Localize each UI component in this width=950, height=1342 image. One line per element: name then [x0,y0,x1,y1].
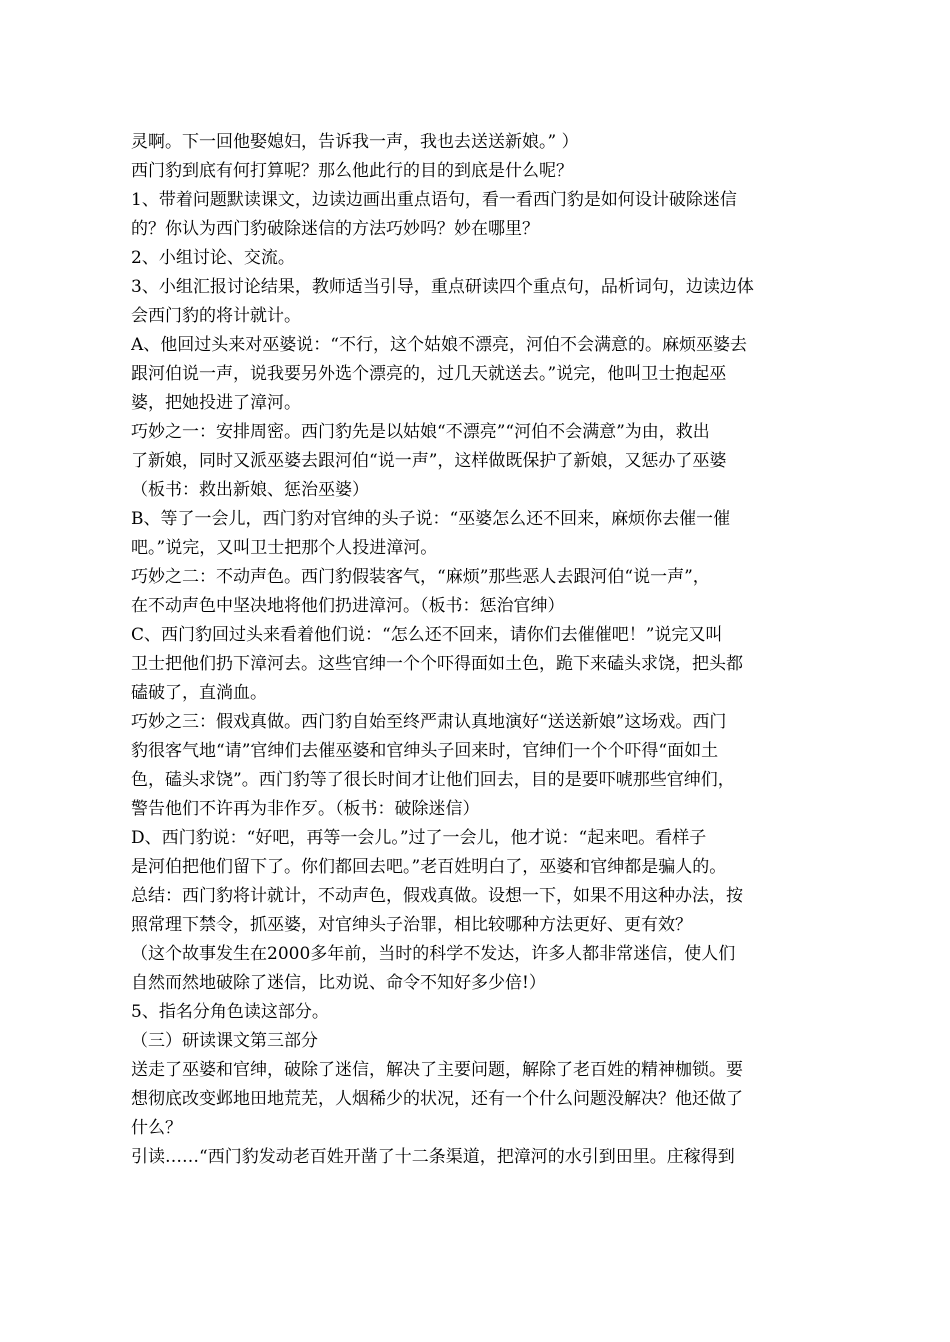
text-line: 2、小组讨论、交流。 [131,248,295,268]
text-line: 想彻底改变邺地田地荒芜，人烟稀少的状况，还有一个什么问题没解决？他还做了 [131,1089,743,1109]
text-line: 5、指名分角色读这部分。 [131,1002,329,1022]
text-line: B、等了一会儿，西门豹对官绅的头子说：“巫婆怎么还不回来，麻烦你去催一催 [131,509,731,529]
text-line: 总结：西门豹将计就计，不动声色，假戏真做。设想一下，如果不用这种办法，按 [131,886,743,906]
text-line: 的？你认为西门豹破除迷信的方法巧妙吗？妙在哪里？ [131,219,539,239]
text-line: 了新娘，同时又派巫婆去跟河伯“说一声”，这样做既保护了新娘，又惩办了巫婆 [131,451,727,471]
text-line: 1、带着问题默读课文，边读边画出重点语句，看一看西门豹是如何设计破除迷信 [131,190,737,210]
text-line: 色，磕头求饶”。西门豹等了很长时间才让他们回去，目的是要吓唬那些官绅们， [131,770,735,790]
text-line: 豹很客气地“请”官绅们去催巫婆和官绅头子回来时，官绅们一个个吓得“面如土 [131,741,719,761]
text-line: 卫士把他们扔下漳河去。这些官绅一个个吓得面如土色，跪下来磕头求饶，把头都 [131,654,743,674]
text-line: 在不动声色中坚决地将他们扔进漳河。（板书：惩治官绅） [131,596,565,616]
text-line: 警告他们不许再为非作歹。（板书：破除迷信） [131,799,480,819]
text-line: 西门豹到底有何打算呢？那么他此行的目的到底是什么呢？ [131,161,573,181]
text-line: 自然而然地破除了迷信，比劝说、命令不知好多少倍!） [131,973,546,993]
text-line: （板书：救出新娘、惩治巫婆） [131,480,369,500]
text-line: 巧妙之三：假戏真做。西门豹自始至终严肃认真地演好“送送新娘”这场戏。西门 [131,712,727,732]
text-line: 引读……“西门豹发动老百姓开凿了十二条渠道，把漳河的水引到田里。庄稼得到 [131,1147,735,1167]
text-line: 婆，把她投进了漳河。 [131,393,301,413]
document-page [131,128,831,1172]
text-line: 是河伯把他们留下了。你们都回去吧。”老百姓明白了，巫婆和官绅都是骗人的。 [131,857,727,877]
text-line: 吧。”说完，又叫卫士把那个人投进漳河。 [131,538,438,558]
text-line: （三）研读课文第三部分 [131,1031,318,1051]
text-line: 灵啊。下一回他娶媳妇，告诉我一声，我也去送送新娘。” ） [131,132,579,152]
text-line: 磕破了，直淌血。 [131,683,267,703]
text-line: 巧妙之二：不动声色。西门豹假装客气，“麻烦”那些恶人去跟河伯“说一声”， [131,567,710,587]
text-line: D、西门豹说：“好吧，再等一会儿。”过了一会儿，他才说：“起来吧。看样子 [131,828,707,848]
text-line: 跟河伯说一声，说我要另外选个漂亮的，过几天就送去。”说完，他叫卫士抱起巫 [131,364,727,384]
text-line: （这个故事发生在2000多年前，当时的科学不发达，许多人都非常迷信，使人们 [131,944,736,964]
text-line: C、西门豹回过头来看着他们说：“怎么还不回来，请你们去催催吧！”说完又叫 [131,625,723,645]
text-line: 什么？ [131,1118,182,1138]
text-line: 3、小组汇报讨论结果，教师适当引导，重点研读四个重点句，品析词句，边读边体 [131,277,754,297]
text-line: 送走了巫婆和官绅，破除了迷信，解决了主要问题，解除了老百姓的精神枷锁。要 [131,1060,743,1080]
text-line: 会西门豹的将计就计。 [131,306,301,326]
text-line: 巧妙之一：安排周密。西门豹先是以姑娘“不漂亮”“河伯不会满意”为由，救出 [131,422,710,442]
text-line: A、他回过头来对巫婆说：“不行，这个姑娘不漂亮，河伯不会满意的。麻烦巫婆去 [131,335,747,355]
text-line: 照常理下禁令，抓巫婆，对官绅头子治罪，相比较哪种方法更好、更有效？ [131,915,692,935]
